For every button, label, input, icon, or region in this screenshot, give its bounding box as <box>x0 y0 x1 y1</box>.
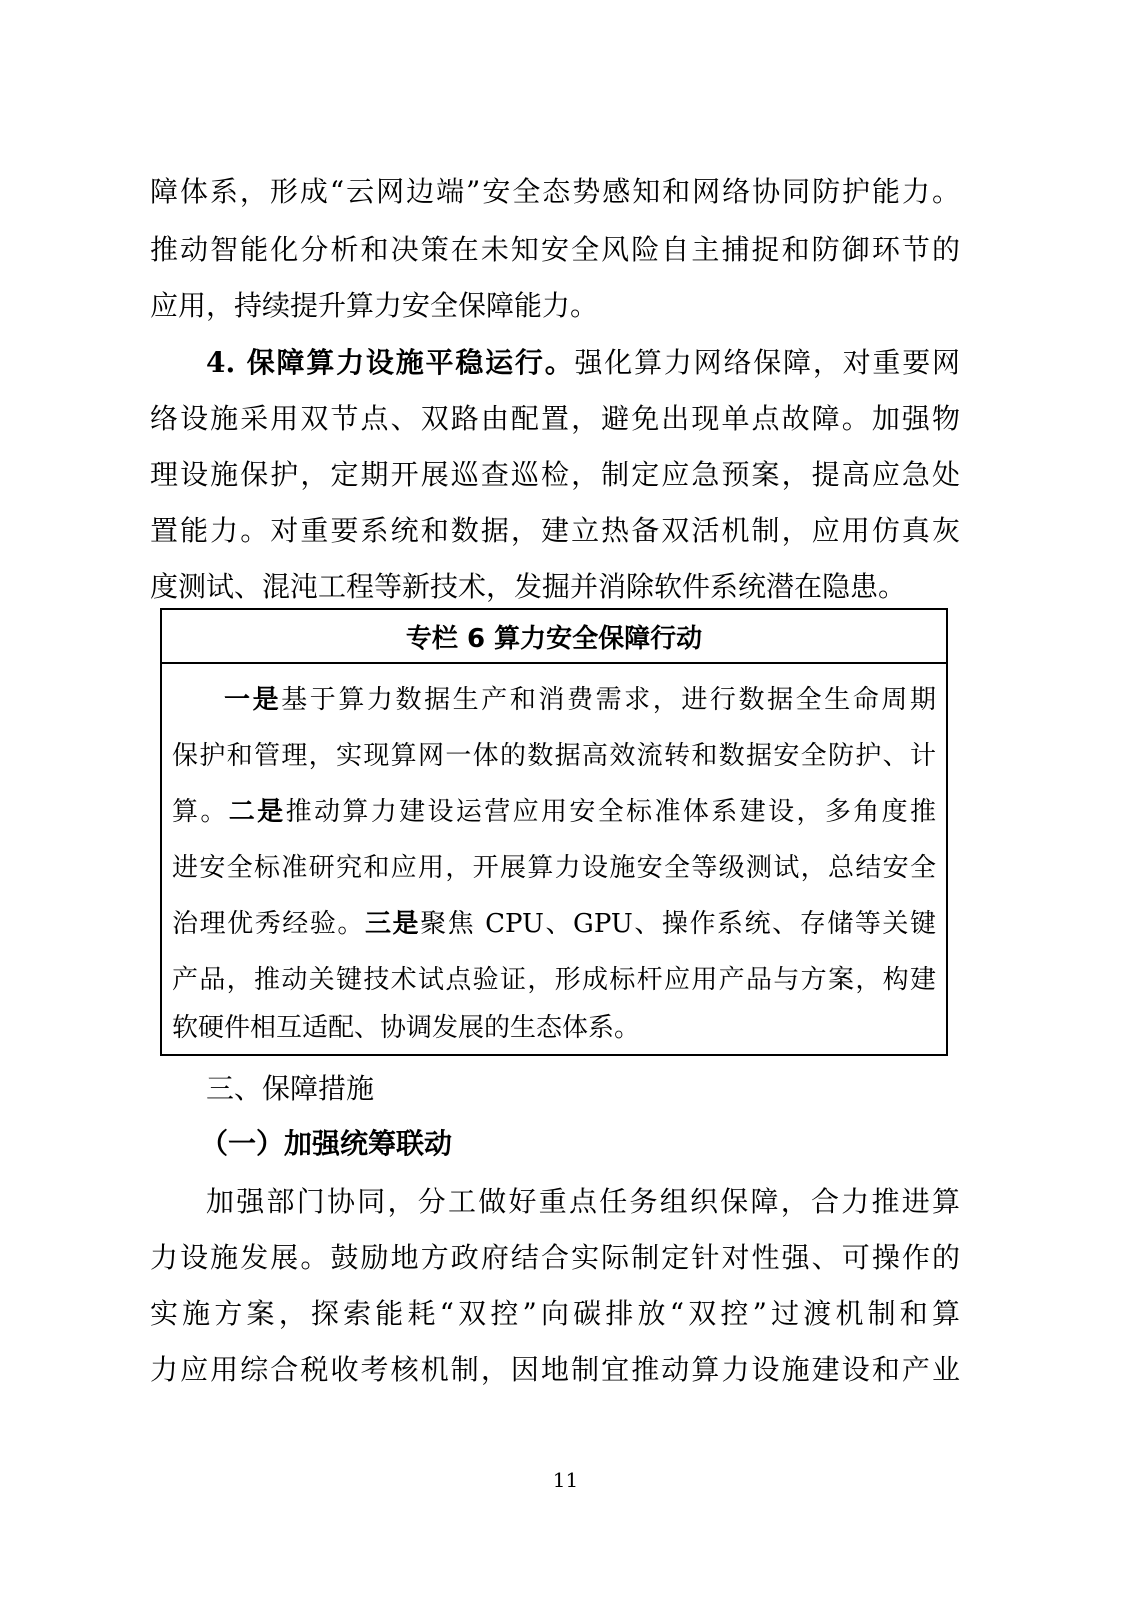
paragraph-first-line: 加强部门协同，分工做好重点任务组织保障，合力推进算 <box>206 1185 960 1218</box>
emphasis-lead: 二是 <box>228 797 286 827</box>
column-title: 专栏 6 算力安全保障行动 <box>162 610 946 664</box>
emphasis-lead: 一是 <box>224 685 282 715</box>
paragraph-line: 障体系，形成“云网边端”安全态势感知和网络协同防护能力。 <box>150 175 960 208</box>
paragraph-line: 推动智能化分析和决策在未知安全风险自主捕捉和防御环节的 <box>150 233 960 266</box>
paragraph-line: 络设施采用双节点、双路由配置，避免出现单点故障。加强物 <box>150 402 960 435</box>
paragraph-line: 理设施保护，定期开展巡查巡检，制定应急预案，提高应急处 <box>150 458 960 491</box>
box-line <box>172 794 936 830</box>
emphasis-lead: 三是 <box>364 909 421 939</box>
box-line: 进安全标准研究和应用，开展算力设施安全等级测试，总结安全 <box>172 853 936 883</box>
paragraph-line: 置能力。对重要系统和数据，建立热备双活机制，应用仿真灰 <box>150 514 960 547</box>
box-text: 治理优秀经验。 <box>172 909 365 939</box>
box-text: 聚焦 CPU、GPU、操作系统、存储等关键 <box>420 909 936 939</box>
box-line: 保护和管理，实现算网一体的数据高效流转和数据安全防护、计 <box>172 741 936 771</box>
box-line: 软硬件相互适配、协调发展的生态体系。 <box>172 1013 641 1043</box>
paragraph-line: 应用，持续提升算力安全保障能力。 <box>150 289 599 322</box>
box-text: 算。 <box>172 797 229 827</box>
box-line <box>224 682 936 718</box>
paragraph-line: 力设施发展。鼓励地方政府结合实际制定针对性强、可操作的 <box>150 1241 960 1274</box>
section-heading: 三、保障措施 <box>206 1072 375 1105</box>
paragraph-line: 度测试、混沌工程等新技术，发掘并消除软件系统潜在隐患。 <box>150 570 907 603</box>
page-number: 11 <box>552 1468 579 1492</box>
box-text: 基于算力数据生产和消费需求，进行数据全生命周期 <box>281 685 936 715</box>
box-text: 推动算力建设运营应用安全标准体系建设，多角度推 <box>285 797 936 827</box>
numbered-heading: 4. 保障算力设施平稳运行。 <box>206 346 575 379</box>
paragraph-line: 力应用综合税收考核机制，因地制宜推动算力设施建设和产业 <box>150 1353 960 1386</box>
box-line: 产品，推动关键技术试点验证，形成标杆应用产品与方案，构建 <box>172 965 936 995</box>
paragraph-first-line <box>206 343 960 383</box>
box-line <box>172 906 936 942</box>
paragraph-line: 实施方案，探索能耗“双控”向碳排放“双控”过渡机制和算 <box>150 1297 960 1330</box>
paragraph-text: 强化算力网络保障，对重要网 <box>574 346 960 379</box>
sub-heading: （一）加强统筹联动 <box>200 1127 453 1160</box>
column-box <box>160 608 948 1056</box>
